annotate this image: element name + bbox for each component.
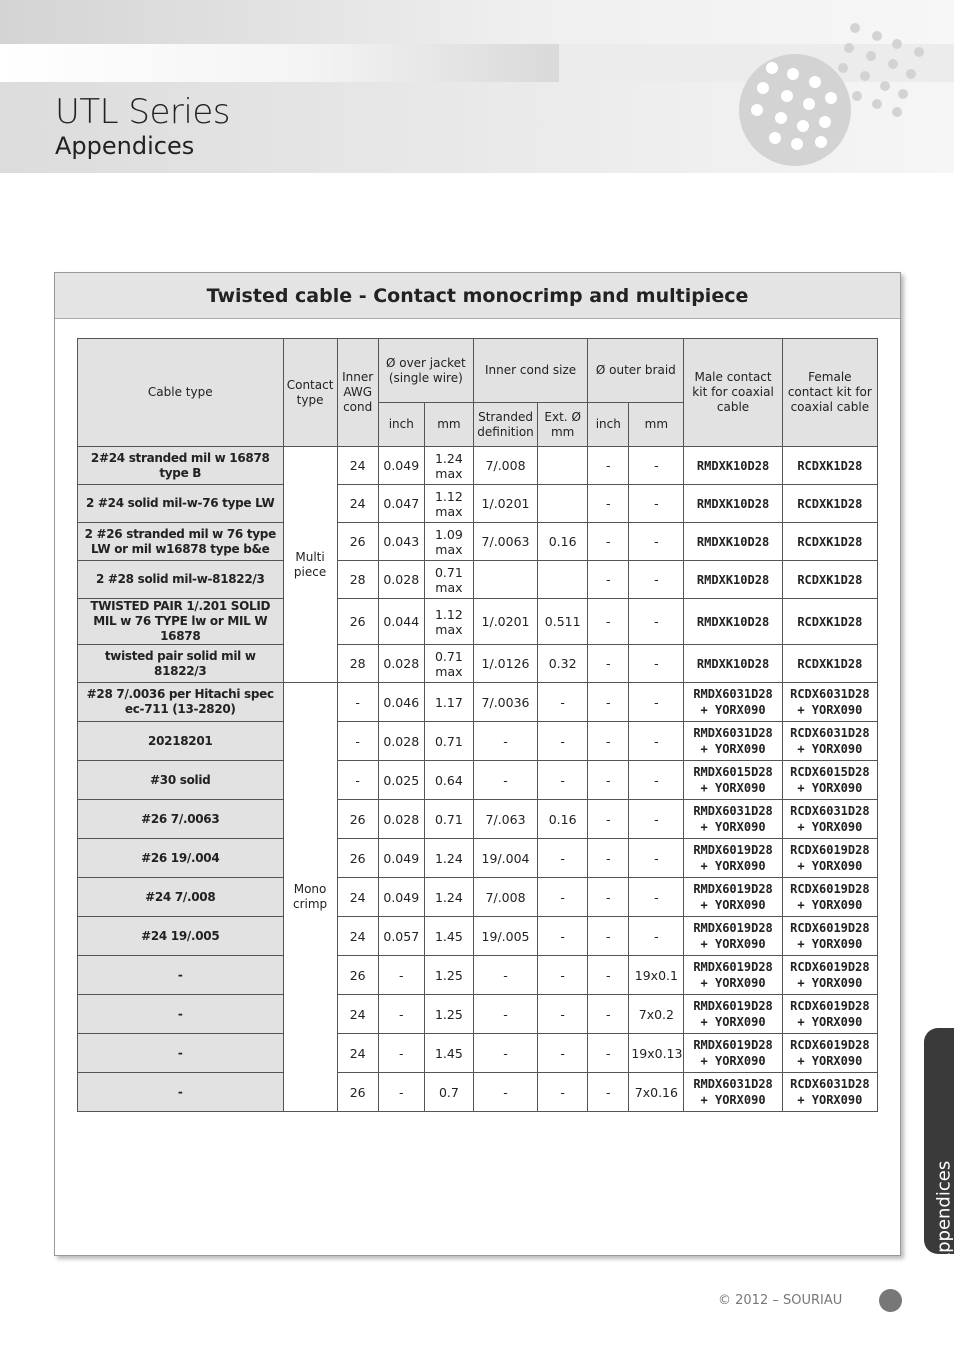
cell-jacket-mm: 1.17 — [424, 683, 473, 722]
cell-awg: 26 — [337, 1073, 378, 1112]
cable-table-panel — [54, 272, 901, 1256]
cable-table — [77, 338, 878, 1112]
page-subtitle: Appendices — [55, 132, 195, 160]
cell-cable-type: - — [78, 1073, 284, 1112]
cell-jacket-inch: 0.047 — [378, 485, 424, 523]
cell-jacket-mm: 0.71 max — [424, 561, 473, 599]
cell-ext-diameter: - — [538, 956, 588, 995]
cell-female-kit: RCDXK1D28 — [782, 523, 877, 561]
cell-braid-inch: - — [588, 645, 629, 683]
table-row — [78, 561, 878, 599]
cell-braid-inch: - — [588, 722, 629, 761]
cell-braid-inch: - — [588, 1034, 629, 1073]
cell-female-kit: RCDXK1D28 — [782, 447, 877, 485]
table-body — [78, 447, 878, 1112]
cell-cable-type: - — [78, 956, 284, 995]
table-row — [78, 485, 878, 523]
header-braid-mm: mm — [629, 403, 684, 447]
cell-cable-type: #26 7/.0063 — [78, 800, 284, 839]
cell-awg: 26 — [337, 956, 378, 995]
cell-awg: 26 — [337, 599, 378, 645]
cell-stranded: 7/.063 — [473, 800, 537, 839]
cell-ext-diameter: 0.32 — [538, 645, 588, 683]
cell-jacket-mm: 0.7 — [424, 1073, 473, 1112]
cell-jacket-mm: 1.09 max — [424, 523, 473, 561]
cell-cable-type: 2 #24 solid mil-w-76 type LW — [78, 485, 284, 523]
cell-male-kit: RMDXK10D28 — [684, 485, 782, 523]
cell-braid-inch: - — [588, 447, 629, 485]
cell-ext-diameter — [538, 447, 588, 485]
cell-female-kit: RCDX6019D28 + YORX090 — [782, 995, 877, 1034]
page-number-dot — [879, 1289, 902, 1312]
table-row — [78, 1073, 878, 1112]
header-inner-cond-size: Inner cond size — [473, 339, 587, 403]
cell-jacket-inch: 0.025 — [378, 761, 424, 800]
table-row — [78, 956, 878, 995]
header-jacket-mm: mm — [424, 403, 473, 447]
cell-female-kit: RCDX6019D28 + YORX090 — [782, 839, 877, 878]
cell-stranded: - — [473, 722, 537, 761]
cell-stranded: 1/.0201 — [473, 485, 537, 523]
footer-copyright: © 2012 – SOURIAU — [718, 1293, 843, 1308]
cell-cable-type: #24 19/.005 — [78, 917, 284, 956]
cell-jacket-inch: - — [378, 1034, 424, 1073]
header-cable-type: Cable type — [78, 339, 284, 447]
cell-jacket-inch: 0.049 — [378, 447, 424, 485]
header-jacket-inch: inch — [378, 403, 424, 447]
header-stranded-definition: Stranded definition — [473, 403, 537, 447]
cell-male-kit: RMDX6019D28 + YORX090 — [684, 956, 782, 995]
cell-braid-inch: - — [588, 800, 629, 839]
cell-braid-inch: - — [588, 683, 629, 722]
table-row — [78, 599, 878, 645]
appendices-side-tab[interactable] — [924, 1028, 954, 1266]
cell-male-kit: RMDXK10D28 — [684, 599, 782, 645]
cell-awg: - — [337, 722, 378, 761]
cell-stranded: 7/.0063 — [473, 523, 537, 561]
cell-cable-type: 2 #28 solid mil-w-81822/3 — [78, 561, 284, 599]
header-ext-diameter: Ext. Ø mm — [538, 403, 588, 447]
cell-braid-inch: - — [588, 485, 629, 523]
cell-jacket-inch: 0.044 — [378, 599, 424, 645]
cell-stranded: - — [473, 995, 537, 1034]
cell-jacket-inch: 0.028 — [378, 645, 424, 683]
cell-male-kit: RMDXK10D28 — [684, 561, 782, 599]
cell-jacket-inch: 0.043 — [378, 523, 424, 561]
cell-awg: 24 — [337, 917, 378, 956]
cell-cable-type: 2 #26 stranded mil w 76 type LW or mil w16878 type b&e — [78, 523, 284, 561]
header-outer-braid: Ø outer braid — [588, 339, 684, 403]
cell-ext-diameter: 0.16 — [538, 523, 588, 561]
cell-awg: 26 — [337, 839, 378, 878]
cell-ext-diameter: - — [538, 761, 588, 800]
header-contact-type: Contact type — [283, 339, 337, 447]
cell-braid-mm: - — [629, 722, 684, 761]
cell-male-kit: RMDX6019D28 + YORX090 — [684, 878, 782, 917]
cell-braid-mm: - — [629, 683, 684, 722]
cell-jacket-mm: 1.24 — [424, 839, 473, 878]
cell-ext-diameter: - — [538, 1034, 588, 1073]
cell-awg: 24 — [337, 878, 378, 917]
cell-jacket-mm: 0.71 — [424, 800, 473, 839]
cell-jacket-inch: - — [378, 956, 424, 995]
cell-jacket-mm: 1.45 — [424, 1034, 473, 1073]
cell-braid-mm: - — [629, 878, 684, 917]
cell-stranded: - — [473, 956, 537, 995]
cell-braid-mm: - — [629, 800, 684, 839]
cell-braid-mm: - — [629, 447, 684, 485]
cell-jacket-mm: 1.45 — [424, 917, 473, 956]
cell-awg: 26 — [337, 523, 378, 561]
cell-awg: 28 — [337, 561, 378, 599]
cell-female-kit: RCDXK1D28 — [782, 485, 877, 523]
cell-male-kit: RMDX6019D28 + YORX090 — [684, 917, 782, 956]
cell-female-kit: RCDX6031D28 + YORX090 — [782, 800, 877, 839]
cell-stranded: 1/.0126 — [473, 645, 537, 683]
cell-awg: 28 — [337, 645, 378, 683]
cell-ext-diameter — [538, 561, 588, 599]
cell-braid-inch: - — [588, 761, 629, 800]
cell-ext-diameter: 0.16 — [538, 800, 588, 839]
cell-jacket-inch: - — [378, 1073, 424, 1112]
cell-ext-diameter: - — [538, 878, 588, 917]
cell-braid-inch: - — [588, 995, 629, 1034]
cell-male-kit: RMDXK10D28 — [684, 645, 782, 683]
cell-jacket-mm: 1.12 max — [424, 485, 473, 523]
cell-jacket-mm: 1.24 max — [424, 447, 473, 485]
cell-braid-mm: - — [629, 561, 684, 599]
cell-cable-type: #30 solid — [78, 761, 284, 800]
cell-braid-mm: - — [629, 523, 684, 561]
cell-stranded: 19/.005 — [473, 917, 537, 956]
cell-jacket-mm: 1.25 — [424, 956, 473, 995]
table-row — [78, 800, 878, 839]
cell-braid-mm: - — [629, 761, 684, 800]
cell-jacket-mm: 0.71 — [424, 722, 473, 761]
cell-jacket-inch: 0.028 — [378, 722, 424, 761]
cell-jacket-inch: 0.028 — [378, 800, 424, 839]
cell-ext-diameter: 0.511 — [538, 599, 588, 645]
cell-jacket-inch: 0.049 — [378, 839, 424, 878]
cell-stranded: 1/.0201 — [473, 599, 537, 645]
table-row — [78, 645, 878, 683]
cell-ext-diameter: - — [538, 917, 588, 956]
connector-dots-logo-icon — [735, 18, 935, 168]
cell-jacket-inch: 0.049 — [378, 878, 424, 917]
cell-jacket-mm: 1.24 — [424, 878, 473, 917]
cell-jacket-inch: - — [378, 995, 424, 1034]
cell-stranded: 7/.008 — [473, 447, 537, 485]
table-row — [78, 722, 878, 761]
table-row — [78, 523, 878, 561]
cell-braid-inch: - — [588, 956, 629, 995]
cell-jacket-mm: 0.71 max — [424, 645, 473, 683]
header-male-kit: Male contact kit for coaxial cable — [684, 339, 782, 447]
cell-cable-type: #24 7/.008 — [78, 878, 284, 917]
cell-jacket-inch: 0.057 — [378, 917, 424, 956]
cell-male-kit: RMDX6031D28 + YORX090 — [684, 800, 782, 839]
cell-female-kit: RCDX6019D28 + YORX090 — [782, 956, 877, 995]
cell-stranded: 19/.004 — [473, 839, 537, 878]
cell-stranded: 7/.0036 — [473, 683, 537, 722]
cell-male-kit: RMDX6015D28 + YORX090 — [684, 761, 782, 800]
page-title: UTL Series — [55, 92, 230, 132]
cell-jacket-mm: 1.12 max — [424, 599, 473, 645]
table-row — [78, 761, 878, 800]
cell-braid-inch: - — [588, 917, 629, 956]
cell-male-kit: RMDX6019D28 + YORX090 — [684, 839, 782, 878]
cell-female-kit: RCDXK1D28 — [782, 599, 877, 645]
header-braid-inch: inch — [588, 403, 629, 447]
cell-awg: 24 — [337, 447, 378, 485]
cell-braid-mm: - — [629, 485, 684, 523]
cell-female-kit: RCDX6015D28 + YORX090 — [782, 761, 877, 800]
cell-braid-mm: 19x0.13 — [629, 1034, 684, 1073]
cell-braid-mm: 7x0.16 — [629, 1073, 684, 1112]
cell-stranded: - — [473, 1034, 537, 1073]
side-tab-label: Appendices — [933, 1160, 954, 1266]
cell-ext-diameter: - — [538, 683, 588, 722]
header-band-middle — [0, 44, 559, 82]
cell-jacket-inch: 0.046 — [378, 683, 424, 722]
cell-ext-diameter — [538, 485, 588, 523]
cell-jacket-mm: 0.64 — [424, 761, 473, 800]
cell-cable-type: 2#24 stranded mil w 16878 type B — [78, 447, 284, 485]
cell-male-kit: RMDXK10D28 — [684, 523, 782, 561]
cell-awg: 24 — [337, 995, 378, 1034]
cell-braid-mm: - — [629, 599, 684, 645]
cell-stranded: 7/.008 — [473, 878, 537, 917]
cell-contact-monocrimp: Mono crimp — [283, 683, 337, 1112]
cell-braid-mm: 19x0.1 — [629, 956, 684, 995]
cell-ext-diameter: - — [538, 995, 588, 1034]
cell-jacket-mm: 1.25 — [424, 995, 473, 1034]
cell-awg: 24 — [337, 485, 378, 523]
cell-ext-diameter: - — [538, 722, 588, 761]
cell-stranded: - — [473, 761, 537, 800]
cell-braid-mm: 7x0.2 — [629, 995, 684, 1034]
table-row — [78, 917, 878, 956]
cell-braid-mm: - — [629, 917, 684, 956]
table-row — [78, 839, 878, 878]
cell-female-kit: RCDX6019D28 + YORX090 — [782, 917, 877, 956]
cell-stranded: - — [473, 1073, 537, 1112]
cell-female-kit: RCDX6031D28 + YORX090 — [782, 722, 877, 761]
cell-male-kit: RMDX6019D28 + YORX090 — [684, 995, 782, 1034]
cell-awg: 24 — [337, 1034, 378, 1073]
table-row — [78, 995, 878, 1034]
cell-braid-inch: - — [588, 878, 629, 917]
table-row — [78, 1034, 878, 1073]
cell-awg: - — [337, 761, 378, 800]
cell-male-kit: RMDXK10D28 — [684, 447, 782, 485]
cell-cable-type: #26 19/.004 — [78, 839, 284, 878]
cell-awg: - — [337, 683, 378, 722]
cell-male-kit: RMDX6031D28 + YORX090 — [684, 683, 782, 722]
cell-male-kit: RMDX6031D28 + YORX090 — [684, 1073, 782, 1112]
cell-female-kit: RCDXK1D28 — [782, 645, 877, 683]
cell-stranded — [473, 561, 537, 599]
cell-braid-inch: - — [588, 839, 629, 878]
cell-female-kit: RCDX6031D28 + YORX090 — [782, 683, 877, 722]
table-row — [78, 878, 878, 917]
cell-ext-diameter: - — [538, 839, 588, 878]
cell-awg: 26 — [337, 800, 378, 839]
cell-cable-type: - — [78, 995, 284, 1034]
page-header — [0, 0, 954, 173]
cell-cable-type: - — [78, 1034, 284, 1073]
cell-braid-mm: - — [629, 839, 684, 878]
cell-braid-inch: - — [588, 1073, 629, 1112]
cell-male-kit: RMDX6019D28 + YORX090 — [684, 1034, 782, 1073]
cell-female-kit: RCDX6031D28 + YORX090 — [782, 1073, 877, 1112]
cell-female-kit: RCDX6019D28 + YORX090 — [782, 878, 877, 917]
cell-cable-type: TWISTED PAIR 1/.201 SOLID MIL w 76 TYPE lw or MIL W 16878 — [78, 599, 284, 645]
header-over-jacket: Ø over jacket (single wire) — [378, 339, 473, 403]
cell-cable-type: #28 7/.0036 per Hitachi spec ec-711 (13-2820) — [78, 683, 284, 722]
header-inner-awg: Inner AWG cond — [337, 339, 378, 447]
cell-braid-inch: - — [588, 523, 629, 561]
cell-ext-diameter: - — [538, 1073, 588, 1112]
table-title: Twisted cable - Contact monocrimp and multipiece — [55, 273, 900, 319]
cell-cable-type: 20218201 — [78, 722, 284, 761]
cell-cable-type: twisted pair solid mil w 81822/3 — [78, 645, 284, 683]
cell-male-kit: RMDX6031D28 + YORX090 — [684, 722, 782, 761]
cell-female-kit: RCDX6019D28 + YORX090 — [782, 1034, 877, 1073]
cell-braid-mm: - — [629, 645, 684, 683]
header-female-kit: Female contact kit for coaxial cable — [782, 339, 877, 447]
cell-jacket-inch: 0.028 — [378, 561, 424, 599]
table-row — [78, 447, 878, 485]
table-row — [78, 683, 878, 722]
cell-contact-multipiece: Multi piece — [283, 447, 337, 683]
cell-female-kit: RCDXK1D28 — [782, 561, 877, 599]
cell-braid-inch: - — [588, 561, 629, 599]
cell-braid-inch: - — [588, 599, 629, 645]
